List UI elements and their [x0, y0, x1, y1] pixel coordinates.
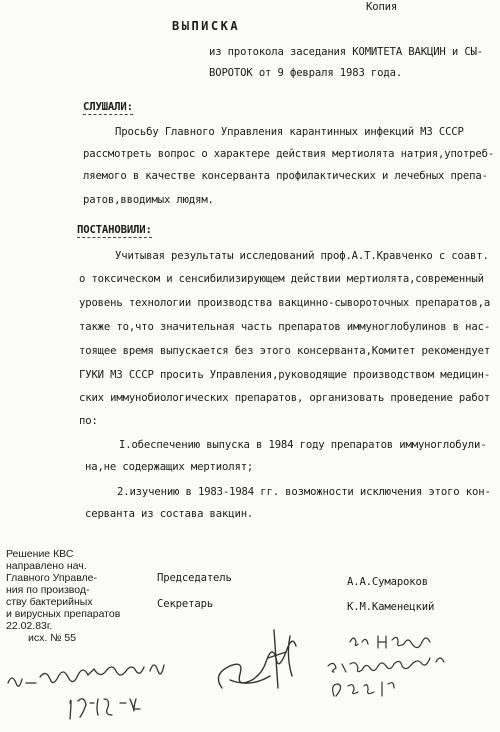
- item-2-line-1: 2.изучению в 1983-1984 гг. возможности исключения этого кон-: [117, 486, 491, 498]
- secretary-name: К.М.Каменецкий: [347, 601, 435, 613]
- handwritten-annotation-right: [320, 620, 490, 710]
- heard-line-1: Просьбу Главного Управления карантинных инфекций МЗ СССР: [115, 126, 464, 138]
- resolved-line-7: ских иммунобиологических препаратов, организовать проведение работ: [79, 392, 491, 404]
- note-line-3: Главного Управле-: [6, 572, 97, 584]
- note-line-5: ству бактерийных: [6, 596, 93, 608]
- note-line-4: ния по производ-: [6, 584, 90, 596]
- note-line-2: направлено нач.: [6, 560, 87, 572]
- resolved-line-2: о токсическом и сенсибилизирующем действии мертиолята,современный: [79, 273, 484, 285]
- item-1-line-2: на,не содержащих мертиолят;: [85, 461, 254, 473]
- item-2-line-2: серванта из состава вакцин.: [85, 508, 254, 520]
- note-line-1: Решение КВС: [6, 548, 74, 560]
- chairman-label: Председатель: [157, 572, 232, 584]
- chairman-name: А.А.Сумароков: [347, 576, 428, 588]
- heard-line-4: ратов,вводимых людям.: [83, 194, 214, 206]
- resolved-line-1: Учитывая результаты исследований проф.А.Т.Кравченко с соавт.: [115, 250, 489, 262]
- note-line-7: 22.02.83г.: [6, 620, 53, 632]
- handwritten-signature-middle: [210, 618, 310, 708]
- subtitle-line-1: из протокола заседания КОМИТЕТА ВАКЦИН и СЫ-: [209, 46, 484, 58]
- resolved-line-3: уровень технологии производства вакцинно-сывороточных препаратов,а: [79, 297, 491, 309]
- heard-line-3: ляемого в качестве консерванта профилактических и лечебных препа-: [83, 170, 488, 182]
- note-line-8: исх. № 55: [28, 632, 77, 644]
- heard-line-2: рассмотреть вопрос о характере действия мертиолята натрия,употреб-: [83, 148, 495, 160]
- document-title: ВЫПИСКА: [172, 19, 241, 33]
- resolved-heading: ПОСТАНОВИЛИ:: [77, 224, 152, 236]
- secretary-label: Секретарь: [157, 598, 214, 610]
- subtitle-line-2: ВОРОТОК от 9 февраля 1983 года.: [209, 67, 403, 79]
- handwritten-annotation-left: [0, 655, 190, 725]
- item-1-line-1: I.обеспечению выпуска в 1984 году препаратов иммуноглобули-: [119, 439, 487, 451]
- resolved-line-4: также то,что значительная часть препаратов иммуноглобулинов в нас-: [79, 321, 491, 333]
- resolved-line-8: по:: [79, 415, 98, 427]
- note-line-6: и вирусных препаратов: [6, 608, 121, 620]
- copy-mark: Копия: [366, 1, 398, 13]
- resolved-line-6: ГУКИ МЗ СССР просить Управления,руководящие производством медицин-: [79, 369, 491, 381]
- resolved-line-5: тоящее время выпускается без этого консерванта,Комитет рекомендует: [79, 345, 491, 357]
- heard-heading: СЛУШАЛИ:: [83, 101, 133, 113]
